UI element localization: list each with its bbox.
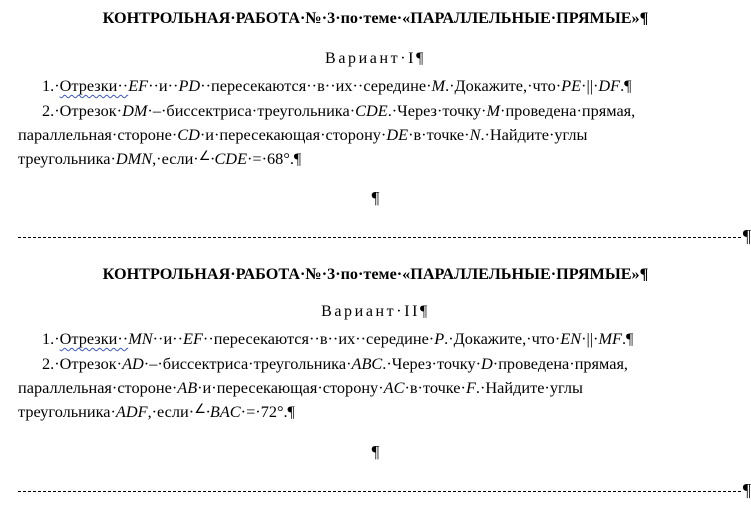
segment-label: EF: [128, 76, 149, 95]
task-text: ··пересекаются··в··их··середине·: [202, 329, 435, 348]
task-text: ·–·биссектриса·треугольника·: [147, 101, 356, 120]
task-text: .·Найдите·углы: [475, 378, 583, 397]
task-text: 2.·Отрезок·: [42, 354, 123, 373]
misspelled-word[interactable]: Отрезки··: [59, 76, 129, 95]
task-text: .·Докажите,·что·: [444, 329, 561, 348]
task-2-line-2: [18, 123, 740, 147]
task-text: ·=·72°.¶: [240, 402, 295, 421]
task-text: ·–·биссектриса·треугольника·: [143, 354, 352, 373]
task-2-line-2: [18, 376, 740, 400]
point-label: M: [486, 101, 501, 120]
segment-label: PD: [178, 76, 201, 95]
segment-label: DE: [386, 125, 409, 144]
segment-label: MN: [128, 329, 153, 348]
task-2-line-1: [18, 99, 740, 123]
task-1-line: [18, 74, 740, 98]
task-number: 1.·: [42, 76, 60, 95]
task-text: ··и··: [152, 329, 184, 348]
point-label: N: [469, 125, 481, 144]
task-2-line-3: [18, 147, 740, 171]
task-2: [18, 99, 740, 171]
task-text: ·и·пересекающая·сторону·: [199, 125, 387, 144]
task-text: ·в·точке·: [408, 125, 470, 144]
segment-label: CD: [177, 125, 200, 144]
dashed-line: [18, 237, 741, 238]
task-text: ·=·68°.¶: [247, 149, 302, 168]
angle-icon: ∠: [194, 402, 206, 417]
task-text: ·проведена·прямая,: [500, 101, 636, 120]
triangle-label: CDE: [355, 101, 388, 120]
segment-label: AB: [177, 378, 198, 397]
segment-label: DM: [122, 101, 148, 120]
task-text: ,·если·: [152, 149, 199, 168]
misspelled-word[interactable]: Отрезки··: [59, 329, 129, 348]
task-text: треугольника·: [18, 402, 116, 421]
task-text: ·в·точке·: [404, 378, 466, 397]
segment-label: EF: [183, 329, 203, 348]
task-2-line-3: [18, 400, 740, 424]
angle-label: ·CDE: [210, 149, 248, 168]
task-text: 2.·Отрезок·: [42, 101, 123, 120]
task-1-line: [18, 327, 740, 351]
task-text: параллельная·стороне·: [18, 378, 178, 397]
task-number: 1.·: [42, 329, 60, 348]
page-separator: [18, 226, 751, 246]
task-2: [18, 352, 740, 424]
task-text: .¶: [621, 329, 634, 348]
segment-label: MF: [598, 329, 622, 348]
task-2-line-1: [18, 352, 740, 376]
task-text: .·Найдите·углы: [480, 125, 588, 144]
task-text: ·и·пересекающая·сторону·: [197, 378, 384, 397]
segment-label: AC: [383, 378, 405, 397]
worksheet-title: КОНТРОЛЬНАЯ·РАБОТА·№·3·по·теме·«ПАРАЛЛЕЛЬНЫЕ·ПРЯМЫЕ»¶: [102, 9, 649, 27]
triangle-label: ADF: [115, 402, 148, 421]
task-text: .·Через·точку·: [387, 101, 487, 120]
triangle-label: ABC: [351, 354, 383, 373]
point-label: F: [465, 378, 476, 397]
page-separator: [18, 480, 751, 500]
point-label: P: [434, 329, 445, 348]
angle-label: ·BAC: [205, 402, 241, 421]
triangle-label: DMN: [115, 149, 153, 168]
parallel-symbol: ·||·: [581, 76, 599, 95]
empty-paragraph-mark: ¶: [371, 188, 380, 207]
task-text: треугольника·: [18, 149, 116, 168]
parallel-symbol: ·||·: [581, 329, 599, 348]
segment-label: DF: [598, 76, 621, 95]
point-label: M: [431, 76, 446, 95]
angle-icon: ∠: [198, 149, 211, 164]
point-label: D: [481, 354, 493, 373]
segment-label: PE: [561, 76, 582, 95]
worksheet-title: КОНТРОЛЬНАЯ·РАБОТА·№·3·по·теме·«ПАРАЛЛЕЛЬНЫЕ·ПРЯМЫЕ»¶: [102, 265, 649, 283]
task-text: ··пересекаются··в··их··середине·: [200, 76, 432, 95]
task-text: .¶: [620, 76, 632, 95]
task-text: ··и··: [148, 76, 179, 95]
paragraph-mark: ¶: [742, 480, 751, 500]
segment-label: EN: [560, 329, 582, 348]
task-text: .·Докажите,·что·: [445, 76, 562, 95]
task-1: [18, 327, 740, 351]
variant-heading: Вариант·I¶: [325, 50, 426, 67]
task-text: ,·если·: [147, 402, 195, 421]
task-text: ·проведена·прямая,: [492, 354, 629, 373]
empty-paragraph-mark: ¶: [371, 442, 380, 461]
dashed-line: [18, 491, 741, 492]
task-text: параллельная·стороне·: [18, 125, 178, 144]
task-text: .·Через·точку·: [382, 354, 482, 373]
task-1: [18, 74, 740, 98]
paragraph-mark: ¶: [742, 226, 751, 246]
segment-label: AD: [122, 354, 144, 373]
variant-heading: Вариант·II¶: [321, 303, 430, 320]
